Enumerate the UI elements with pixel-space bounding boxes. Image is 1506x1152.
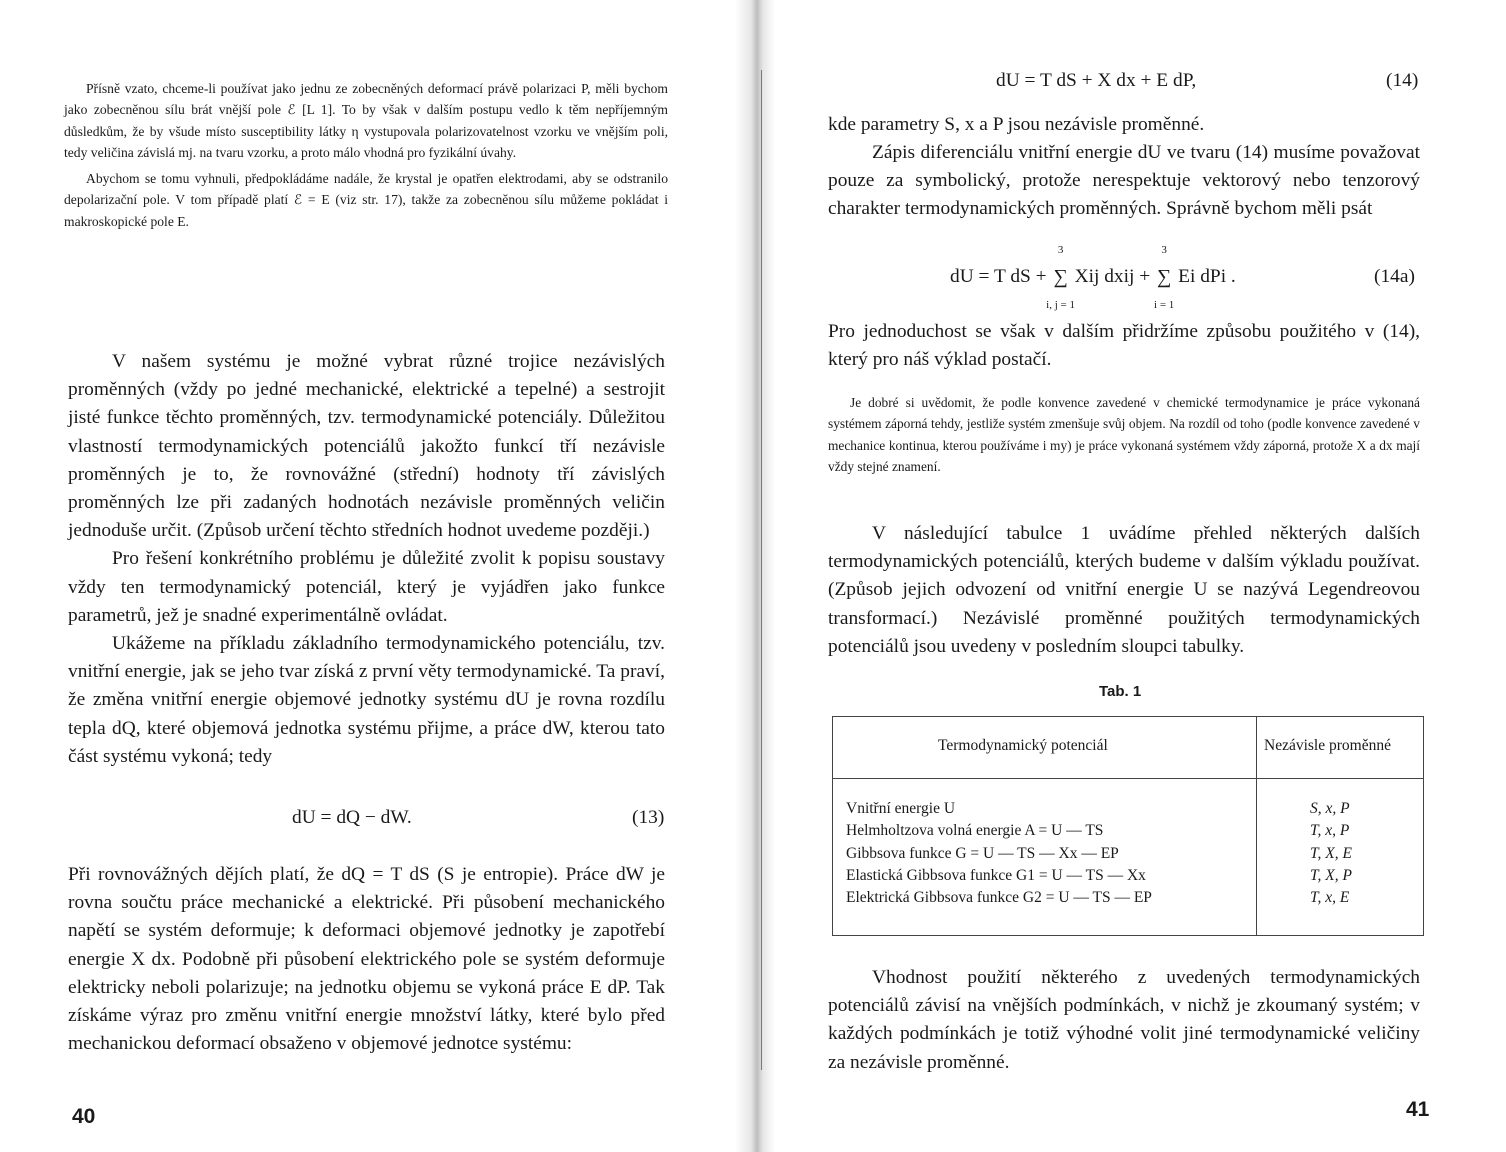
table-cell: Gibbsova funkce G = U — TS — Xx — EP	[846, 845, 1119, 862]
table-header-divider	[832, 778, 1424, 779]
body-paragraph: Pro řešení konkrétního problému je důležité zvolit k popisu soustavy vždy ten termodynamický potenciál, který je vyjádřen jako funkce parametrů, jež je snadné experimentálně ovládat.	[68, 548, 665, 626]
table-cell: Helmholtzova volná energie A = U — TS	[846, 822, 1104, 839]
page-number: 40	[72, 1105, 96, 1128]
small-paragraph: Abychom se tomu vyhnuli, předpokládáme nadále, že krystal je opatřen elektrodami, aby se odstranilo depolarizační pole. V tom případě platí ℰ = E (viz str. 17), takže za zobecněnou sílu můžeme pokládat i makroskopické pole E.	[64, 171, 668, 229]
body-paragraph: Pro jednoduchost se však v dalším přidržíme způsobu použitého v (14), který pro náš výklad postačí.	[828, 321, 1420, 371]
main-text-block	[68, 348, 665, 771]
small-paragraph: Je dobré si uvědomit, že podle konvence zavedené v chemické termodynamice je práce vykonaná systémem záporná tehdy, jestliže systém zmenšuje svůj objem. Na rozdíl od toho (podle konvence zavedené v mechanice kontinua, kterou používáme i my) je práce vykonaná systémem vždy záporná, protože X a dx mají vždy stejné znamení.	[828, 395, 1420, 474]
sigma-symbol: ∑	[1053, 266, 1068, 289]
table-cell: T, X, E	[1310, 845, 1352, 862]
body-paragraph: Vhodnost použití některého z uvedených termodynamických potenciálů závisí na vnějších podmínkách, v nichž je zkoumaný systém; v každých podmínkách je totiž výhodné volit jiné termodynamické veličiny za nezávisle proměnné.	[828, 967, 1420, 1073]
small-note	[828, 392, 1420, 477]
equation-14: dU = T dS + X dx + E dP,	[996, 70, 1197, 91]
left-page	[0, 0, 752, 1152]
body-paragraph: V našem systému je možné vybrat různé trojice nezávislých proměnných (vždy po jedné mechanické, elektrické a tepelné) a sestrojit jisté funkce těchto proměnných, tzv. termodynamické potenciály. Důležitou vlastností termodynamických potenciálů jakožto funkcí tří nezávisle proměnných je to, že rovnovážné (střední) hodnoty tří závislých proměnných lze při zadaných hodnotách nezávisle proměnných veličin jednoduše určit. (Způsob určení těchto středních hodnot uvedeme později.)	[68, 351, 665, 542]
small-paragraph: Přísně vzato, chceme-li používat jako jednu ze zobecněných deformací právě polarizaci P, měli bychom jako zobecněnou sílu brát vnější pole ℰ [L 1]. To by však v dalším postupu vedlo k těm nepříjemným důsledkům, že by všude místo susceptibility látky η vystupovala polarizovatelnost vzorku ve vnějším poli, tedy veličina závislá mj. na tvaru vzorku, a proto málo vhodná pro fyzikální úvahy.	[64, 81, 668, 160]
table-cell: T, X, P	[1310, 867, 1352, 884]
summation-2	[1154, 244, 1175, 312]
body-paragraph: Zápis diferenciálu vnitřní energie dU ve tvaru (14) musíme považovat pouze za symbolický, protože nerespektuje vektorový nebo tenzorový charakter termodynamických proměnných. Správně bychom měli psát	[828, 142, 1420, 220]
table-cell: S, x, P	[1310, 800, 1350, 817]
body-paragraph: Při rovnovážných dějích platí, že dQ = T dS (S je entropie). Práce dW je rovna součtu práce mechanické a elektrické. Při působení mechanického napětí se systém deformuje; k deformaci objemové jednotky je zapotřebí energie X dx. Podobně při působení elektrického pole se systém deformuje elektricky neboli polarizuje; na jednotku objemu se vykoná práce E dP. Tak získáme výraz pro změnu vnitřní energie množství látky, které bylo před mechanickou deformací obsaženo v objemové jednotce systému:	[68, 864, 665, 1055]
eq14a-lhs: dU = T dS +	[950, 266, 1047, 287]
eq14a-term1: Xij dxij +	[1074, 266, 1151, 287]
right-page	[760, 0, 1506, 1152]
sum-lower-limit: i, j = 1	[1046, 299, 1075, 312]
equation-14a-label: (14a)	[1374, 266, 1415, 287]
table-cell: T, x, E	[1310, 889, 1350, 906]
sum-lower-limit: i = 1	[1154, 299, 1175, 312]
table-column-divider	[1256, 716, 1257, 936]
table-header: Nezávisle proměnné	[1264, 737, 1391, 754]
equation-13: dU = dQ − dW.	[292, 807, 412, 828]
small-print-block	[64, 78, 668, 232]
equation-13-label: (13)	[632, 807, 665, 828]
body-paragraph: Ukážeme na příkladu základního termodynamického potenciálu, tzv. vnitřní energie, jak se jeho tvar získá z první věty termodynamické. Ta praví, že změna vnitřní energie objemové jednotky systému dU je rovna rozdílu tepla dQ, které objemová jednotka systému přijme, a práce dW, kterou tato část systému vykoná; tedy	[68, 633, 665, 767]
page-number: 41	[1406, 1098, 1430, 1121]
summation-1	[1046, 244, 1075, 312]
equation-14a	[950, 244, 1236, 312]
body-paragraph: V následující tabulce 1 uvádíme přehled některých dalších termodynamických potenciálů, kterých budeme v dalším výkladu používat. (Způsob jejich odvození od vnitřní energie U se nazývá Legendreovou transformací.) Nezávislé proměnné použitých termodynamických potenciálů jsou uvedeny v posledním sloupci tabulky.	[828, 523, 1420, 657]
eq14a-term2: Ei dPi .	[1178, 266, 1236, 287]
sum-upper-limit: 3	[1161, 244, 1167, 257]
body-paragraph: kde parametry S, x a P jsou nezávisle proměnné.	[828, 114, 1205, 135]
equation-14-label: (14)	[1386, 70, 1419, 91]
table-cell: Elastická Gibbsova funkce G1 = U — TS — Xx	[846, 867, 1146, 884]
table-cell: Elektrická Gibbsova funkce G2 = U — TS — EP	[846, 889, 1152, 906]
table-cell: T, x, P	[1310, 822, 1350, 839]
sum-upper-limit: 3	[1057, 244, 1064, 257]
table-header: Termodynamický potenciál	[938, 737, 1108, 754]
table-cell: Vnitřní energie U	[846, 800, 956, 817]
table-caption: Tab. 1	[1099, 683, 1142, 700]
sigma-symbol: ∑	[1157, 266, 1172, 289]
